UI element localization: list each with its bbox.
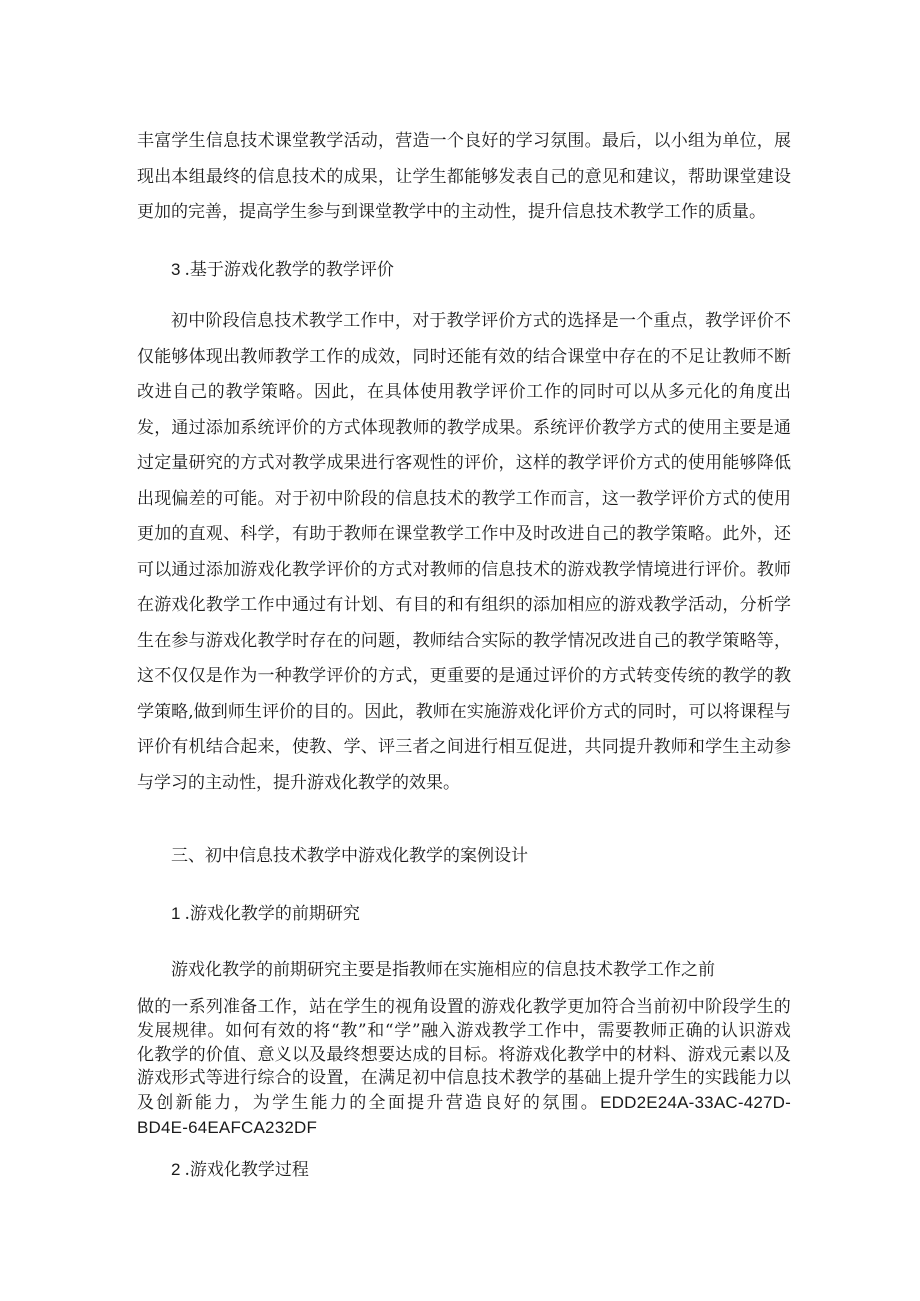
heading-number: 3 xyxy=(171,260,181,279)
research-body-text: 做的一系列准备工作，站在学生的视角设置的游戏化教学更加符合当前初中阶段学生的发展规律。如何有效的将“教”和“学”融入游戏教学工作中，需要教师正确的认识游戏化教学的价值、意义以及最终想要达成的目标。将游戏化教学中的材料、游戏元素以及游戏形式等进行综合的设置，在满足初中信息技术教学的基础上提升学生的实践能力以及创新能力，为学生能力的全面提升营造良好的氛围。 xyxy=(137,997,791,1114)
document-id-code: EDD2E24A-33AC-427D-BD4E-64EAFCA232DF xyxy=(137,1093,791,1137)
heading-text: .游戏化教学的前期研究 xyxy=(184,904,360,924)
heading-number: 1 xyxy=(171,904,181,923)
heading-preliminary-research xyxy=(171,902,360,926)
paragraph-evaluation-body: 初中阶段信息技术教学工作中，对于教学评价方式的选择是一个重点，教学评价不仅能够体现出教师教学工作的成效，同时还能有效的结合课堂中存在的不足让教师不断改进自己的教学策略。因此，在具体使用教学评价工作的同时可以从多元化的角度出发，通过添加系统评价的方式体现教师的教学成果。系统评价教学方式的使用主要是通过定量研究的方式对教学成果进行客观性的评价，这样的教学评价方式的使用能够降低出现偏差的可能。对于初中阶段的信息技术的教学工作而言，这一教学评价方式的使用更加的直观、科学，有助于教师在课堂教学工作中及时改进自己的教学策略。此外，还可以通过添加游戏化教学评价的方式对教师的信息技术的游戏教学情境进行评价。教师在游戏化教学工作中通过有计划、有目的和有组织的添加相应的游戏教学活动，分析学生在参与游戏化教学时存在的问题，教师结合实际的教学情况改进自己的教学策略等，这不仅仅是作为一种教学评价的方式，更重要的是通过评价的方式转变传统的教学的教学策略,做到师生评价的目的。因此，教师在实施游戏化评价方式的同时，可以将课程与评价有机结合起来，使教、学、评三者之间进行相互促进，共同提升教师和学生主动参与学习的主动性，提升游戏化教学的效果。 xyxy=(137,311,791,793)
paragraph-research-body xyxy=(137,996,791,1141)
heading-text: .游戏化教学过程 xyxy=(184,1160,309,1180)
heading-teaching-process xyxy=(171,1158,309,1182)
heading-case-design: 三、初中信息技术教学中游戏化教学的案例设计 xyxy=(171,846,528,866)
heading-number: 2 xyxy=(171,1160,181,1179)
heading-teaching-evaluation xyxy=(171,258,394,282)
heading-text: .基于游戏化教学的教学评价 xyxy=(184,260,394,280)
paragraph-research-intro: 游戏化教学的前期研究主要是指教师在实施相应的信息技术教学工作之前 xyxy=(171,960,715,980)
paragraph-classroom-activities: 丰富学生信息技术课堂教学活动，营造一个良好的学习氛围。最后，以小组为单位，展现出本组最终的信息技术的成果，让学生都能够发表自己的意见和建议，帮助课堂建设更加的完善，提高学生参与到课堂教学中的主动性，提升信息技术教学工作的质量。 xyxy=(137,131,791,222)
